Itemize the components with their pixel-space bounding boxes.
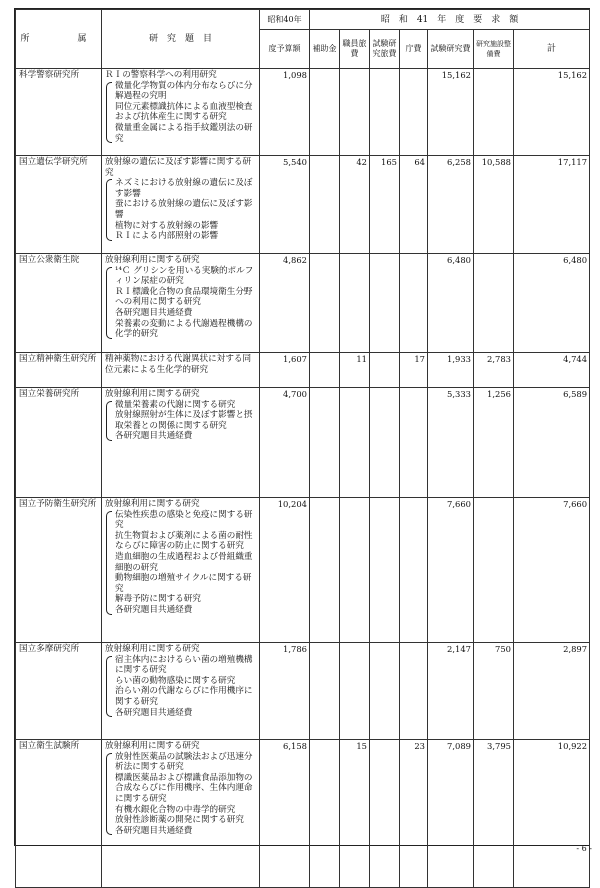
sub-topic: 各研究題目共通経費 bbox=[115, 431, 193, 442]
brace-mark bbox=[106, 267, 112, 339]
facility-cell bbox=[474, 498, 514, 643]
trial-travel-cell bbox=[370, 254, 400, 353]
travel-cell bbox=[340, 254, 370, 353]
subsidy-cell bbox=[310, 69, 340, 156]
table-row bbox=[16, 156, 590, 254]
sub-topic: 微量重金属による指手紋鑑別法の研究 bbox=[115, 122, 253, 144]
sub-topic: 放射性医薬品の試験法および迅速分析法に関する研究 bbox=[115, 751, 253, 773]
main-topic: 放射線利用に関する研究 bbox=[105, 499, 200, 509]
sub-topic: 有機水銀化合物の中毒学的研究 bbox=[115, 804, 236, 815]
facility-cell: 10,588 bbox=[474, 156, 514, 254]
main-topic: 放射線利用に関する研究 bbox=[105, 741, 200, 751]
header-facility: 研究施設整備費 bbox=[474, 30, 514, 69]
trial-cost-cell: 2,147 bbox=[428, 643, 474, 740]
office-cell: 23 bbox=[400, 740, 428, 888]
subsidy-cell bbox=[310, 740, 340, 888]
main-topic: 精神薬物における代謝異状に対する同位元素による生化学的研究 bbox=[105, 354, 252, 375]
trial-cost-cell: 5,333 bbox=[428, 388, 474, 498]
total-cell: 4,744 bbox=[514, 353, 590, 388]
subsidy-cell bbox=[310, 156, 340, 254]
trial-cost-cell: 6,480 bbox=[428, 254, 474, 353]
brace-mark bbox=[106, 511, 112, 615]
institution-cell: 国立予防衛生研究所 bbox=[16, 498, 102, 643]
office-cell bbox=[400, 254, 428, 353]
table-row bbox=[16, 643, 590, 740]
document-page bbox=[14, 8, 590, 846]
trial-cost-cell: 7,660 bbox=[428, 498, 474, 643]
table-row bbox=[16, 498, 590, 643]
travel-cell: 15 bbox=[340, 740, 370, 888]
prev-cell: 1,098 bbox=[260, 69, 310, 156]
subsidy-cell bbox=[310, 254, 340, 353]
institution-cell: 国立栄養研究所 bbox=[16, 388, 102, 498]
facility-cell: 3,795 bbox=[474, 740, 514, 888]
trial-travel-cell bbox=[370, 388, 400, 498]
sub-topics bbox=[105, 266, 257, 340]
sub-topic: 各研究題目共通経費 bbox=[115, 604, 193, 615]
page-number: - 6 - bbox=[576, 844, 592, 853]
sub-topic: ＲＩ標識化合物の食品環境衛生分野への利用に関する研究 bbox=[115, 286, 253, 308]
sub-topic: 造血細胞の生成過程および骨組織重細胞の研究 bbox=[115, 551, 253, 573]
research-topic-cell bbox=[102, 388, 260, 498]
prev-cell: 10,204 bbox=[260, 498, 310, 643]
header-trial-travel: 試験研究旅費 bbox=[370, 30, 400, 69]
total-cell: 15,162 bbox=[514, 69, 590, 156]
table-row bbox=[16, 69, 590, 156]
subsidy-cell bbox=[310, 353, 340, 388]
brace-mark bbox=[106, 753, 112, 836]
sub-topics bbox=[105, 655, 257, 719]
sub-topic: 栄養素の変動による代謝過程機構の化学的研究 bbox=[115, 318, 253, 340]
travel-cell: 11 bbox=[340, 353, 370, 388]
header-trial-cost: 試験研究費 bbox=[428, 30, 474, 69]
travel-cell bbox=[340, 388, 370, 498]
sub-topics bbox=[105, 81, 257, 145]
sub-topic: 微量化学物質の体内分布ならびに分解過程の究明 bbox=[115, 80, 253, 102]
institution-cell: 国立衛生試験所 bbox=[16, 740, 102, 888]
header-institution: 所 属 bbox=[16, 10, 102, 69]
table-row bbox=[16, 388, 590, 498]
main-topic: ＲＩの警察科学への利用研究 bbox=[105, 70, 217, 80]
header-office: 庁費 bbox=[400, 30, 428, 69]
header-research-topic: 研 究 題 目 bbox=[102, 10, 260, 69]
header-travel: 職員旅費 bbox=[340, 30, 370, 69]
sub-topics bbox=[105, 178, 257, 242]
office-cell bbox=[400, 69, 428, 156]
table-row bbox=[16, 740, 590, 888]
research-topic-cell bbox=[102, 643, 260, 740]
trial-cost-cell: 7,089 bbox=[428, 740, 474, 888]
main-topic: 放射線利用に関する研究 bbox=[105, 389, 200, 399]
sub-topic: 動物細胞の増殖サイクルに関する研究 bbox=[115, 573, 252, 594]
trial-cost-cell: 6,258 bbox=[428, 156, 474, 254]
header-total: 計 bbox=[514, 30, 590, 69]
trial-cost-cell: 1,933 bbox=[428, 353, 474, 388]
institution-cell: 科学警察研究所 bbox=[16, 69, 102, 156]
research-topic-cell bbox=[102, 498, 260, 643]
sub-topic: 治らい剤の代謝ならびに作用機序に関する研究 bbox=[115, 686, 253, 707]
subsidy-cell bbox=[310, 388, 340, 498]
sub-topic: 放射線照射が生体に及ぼす影響と摂取栄養との関係に関する研究 bbox=[115, 410, 253, 431]
sub-topic: ¹⁴Ｃ グリシンを用いる実験的ポルフィリン尿症の研究 bbox=[115, 265, 254, 287]
brace-mark bbox=[106, 401, 112, 441]
total-cell: 17,117 bbox=[514, 156, 590, 254]
trial-travel-cell bbox=[370, 643, 400, 740]
sub-topic: ＲＩによる内部照射の影響 bbox=[115, 231, 219, 242]
office-cell bbox=[400, 643, 428, 740]
prev-cell: 1,607 bbox=[260, 353, 310, 388]
sub-topic: 同位元素標識抗体による血液型検査および抗体産生に関する研究 bbox=[115, 101, 253, 123]
sub-topic: 各研究題目共通経費 bbox=[115, 307, 193, 318]
travel-cell bbox=[340, 643, 370, 740]
header-request-group: 昭 和 41 年 度 要 求 額 bbox=[310, 10, 590, 30]
research-topic-cell bbox=[102, 353, 260, 388]
office-cell bbox=[400, 388, 428, 498]
sub-topic: 標識医薬品および標識食品添加物の合成ならびに作用機序、生体内運命に関する研究 bbox=[115, 772, 253, 804]
research-topic-cell bbox=[102, 69, 260, 156]
sub-topic: 微量栄養素の代謝に関する研究 bbox=[115, 399, 236, 410]
prev-cell: 6,158 bbox=[260, 740, 310, 888]
brace-mark bbox=[106, 656, 112, 718]
trial-travel-cell bbox=[370, 353, 400, 388]
institution-cell: 国立多摩研究所 bbox=[16, 643, 102, 740]
table-row bbox=[16, 254, 590, 353]
prev-cell: 5,540 bbox=[260, 156, 310, 254]
brace-mark bbox=[106, 82, 112, 144]
total-cell: 10,922 bbox=[514, 740, 590, 888]
sub-topic: らい菌の動物感染に関する研究 bbox=[115, 675, 236, 686]
header-subsidy: 補助金 bbox=[310, 30, 340, 69]
subsidy-cell bbox=[310, 643, 340, 740]
office-cell bbox=[400, 498, 428, 643]
prev-cell: 4,862 bbox=[260, 254, 310, 353]
sub-topic: 放射性診断薬の開発に関する研究 bbox=[115, 815, 244, 826]
sub-topic: ネズミにおける放射線の遺伝に及ぼす影響 bbox=[115, 178, 253, 199]
sub-topic: 伝染性疾患の感染と免疫に関する研究 bbox=[115, 509, 253, 531]
header-showa40: 昭和40年 bbox=[260, 10, 310, 30]
total-cell: 6,480 bbox=[514, 254, 590, 353]
total-cell: 6,589 bbox=[514, 388, 590, 498]
sub-topics bbox=[105, 510, 257, 616]
header-prev-budget: 度予算額 bbox=[260, 30, 310, 69]
subsidy-cell bbox=[310, 498, 340, 643]
sub-topic: 抗生物質および薬剤による菌の耐性ならびに障害の防止に関する研究 bbox=[115, 530, 253, 552]
travel-cell bbox=[340, 69, 370, 156]
travel-cell: 42 bbox=[340, 156, 370, 254]
prev-cell: 1,786 bbox=[260, 643, 310, 740]
main-topic: 放射線利用に関する研究 bbox=[105, 255, 200, 265]
trial-cost-cell: 15,162 bbox=[428, 69, 474, 156]
budget-table bbox=[15, 9, 590, 888]
trial-travel-cell: 165 bbox=[370, 156, 400, 254]
sub-topic: 植物に対する放射線の影響 bbox=[115, 220, 219, 231]
sub-topic: 蚕における放射線の遺伝に及ぼす影響 bbox=[115, 199, 253, 220]
research-topic-cell bbox=[102, 740, 260, 888]
sub-topic: 各研究題目共通経費 bbox=[115, 707, 193, 718]
main-topic: 放射線の遺伝に及ぼす影響に関する研究 bbox=[105, 157, 252, 178]
travel-cell bbox=[340, 498, 370, 643]
prev-cell: 4,700 bbox=[260, 388, 310, 498]
main-topic: 放射線利用に関する研究 bbox=[105, 644, 200, 654]
total-cell: 7,660 bbox=[514, 498, 590, 643]
table-body bbox=[16, 69, 590, 888]
trial-travel-cell bbox=[370, 498, 400, 643]
institution-cell: 国立公衆衛生院 bbox=[16, 254, 102, 353]
sub-topics bbox=[105, 752, 257, 837]
research-topic-cell bbox=[102, 156, 260, 254]
trial-travel-cell bbox=[370, 740, 400, 888]
office-cell: 17 bbox=[400, 353, 428, 388]
table-row bbox=[16, 353, 590, 388]
research-topic-cell bbox=[102, 254, 260, 353]
brace-mark bbox=[106, 179, 112, 241]
facility-cell bbox=[474, 69, 514, 156]
facility-cell: 1,256 bbox=[474, 388, 514, 498]
facility-cell: 2,783 bbox=[474, 353, 514, 388]
institution-cell: 国立遺伝学研究所 bbox=[16, 156, 102, 254]
institution-cell: 国立精神衛生研究所 bbox=[16, 353, 102, 388]
sub-topics bbox=[105, 400, 257, 442]
sub-topic: 各研究題目共通経費 bbox=[115, 825, 193, 836]
office-cell: 64 bbox=[400, 156, 428, 254]
total-cell: 2,897 bbox=[514, 643, 590, 740]
sub-topic: 宿主体内におけるらい菌の増殖機構に関する研究 bbox=[115, 654, 253, 676]
trial-travel-cell bbox=[370, 69, 400, 156]
facility-cell bbox=[474, 254, 514, 353]
facility-cell: 750 bbox=[474, 643, 514, 740]
sub-topic: 解毒予防に関する研究 bbox=[115, 594, 201, 605]
